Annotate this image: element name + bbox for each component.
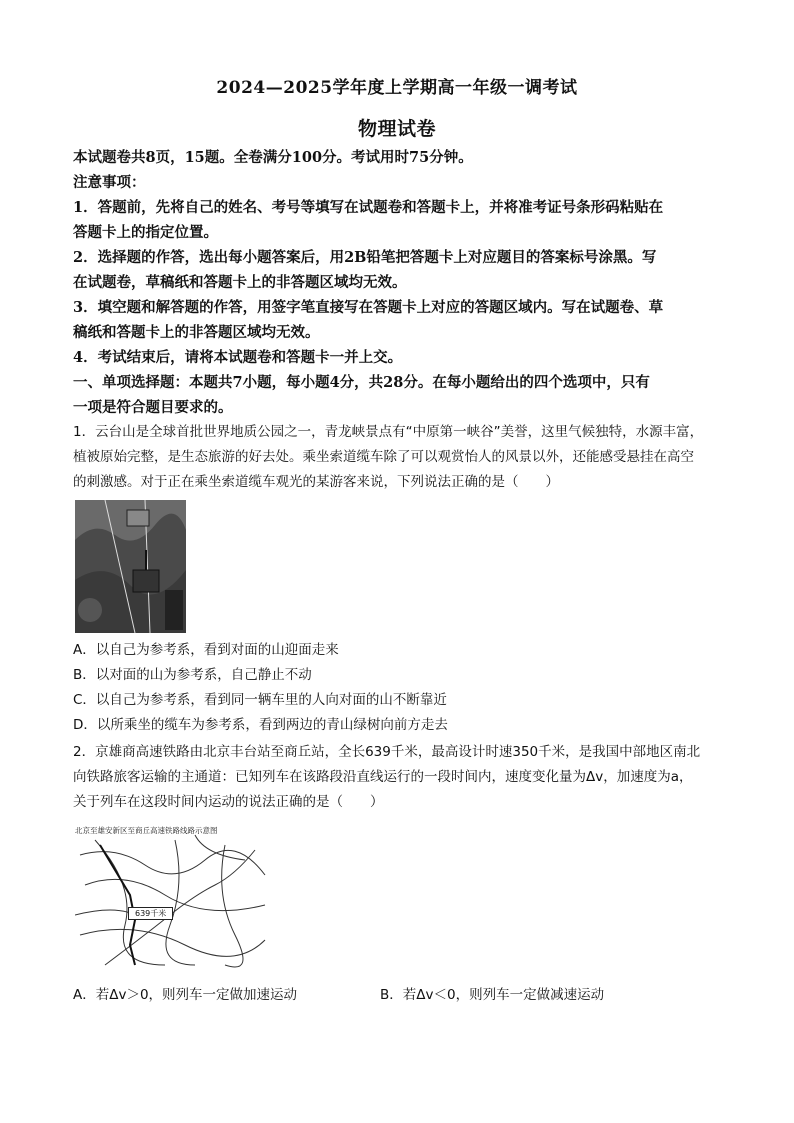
notice-line: 1．答题前，先将自己的姓名、考号等填写在试题卷和答题卡上，并将准考证号条形码粘贴在 [73, 199, 664, 216]
notice-line: 稿纸和答题卡上的非答题区域均无效。 [73, 324, 320, 341]
question-1-option-b: B．以对面的山为参考系，自己静止不动 [73, 667, 312, 683]
question-2-option-b: B．若Δv＜0，则列车一定做减速运动 [380, 987, 605, 1003]
question-2-stem: 向铁路旅客运输的主通道：已知列车在该路段沿直线运行的一段时间内，速度变化量为Δv，加速度为a， [73, 769, 693, 785]
exam-summary: 本试题卷共8页，15题。全卷满分100分。考试用时75分钟。 [73, 149, 473, 166]
question-1-option-a: A．以自己为参考系，看到对面的山迎面走来 [73, 642, 339, 658]
notice-line: 4．考试结束后，请将本试题卷和答题卡一并上交。 [73, 349, 403, 366]
question-2-stem: 2．京雄商高速铁路由北京丰台站至商丘站，全长639千米，最高设计时速350千米，是我国中部地区南北 [73, 744, 701, 760]
section-heading-cont: 一项是符合题目要求的。 [73, 399, 233, 416]
question-1-stem: 植被原始完整，是生态旅游的好去处。乘坐索道缆车除了可以观赏怡人的风景以外，还能感受悬挂在高空 [73, 449, 694, 465]
exam-title: 2024—2025学年度上学期高一年级一调考试 [216, 78, 578, 98]
notice-line: 3．填空题和解答题的作答，用签字笔直接写在答题卡上对应的答题区域内。写在试题卷、草 [73, 299, 664, 316]
notice-line: 在试题卷，草稿纸和答题卡上的非答题区域均无效。 [73, 274, 407, 291]
question-1-stem: 1．云台山是全球首批世界地质公园之一，青龙峡景点有“中原第一峡谷”美誉，这里气候独特，水源丰富， [73, 424, 704, 440]
notice-line: 2．选择题的作答，选出每小题答案后，用2B铅笔把答题卡上对应题目的答案标号涂黑。写 [73, 249, 657, 266]
question-2-stem: 关于列车在这段时间内运动的说法正确的是（ ） [73, 794, 384, 810]
exam-subject: 物理试卷 [357, 118, 436, 140]
notice-line: 答题卡上的指定位置。 [73, 224, 218, 241]
map-distance-label: 639千米 [128, 907, 173, 920]
railway-map [75, 825, 270, 970]
map-caption: 北京至雄安新区至商丘高速铁路线路示意图 [75, 826, 218, 835]
section-heading: 一、单项选择题：本题共7小题，每小题4分，共28分。在每小题给出的四个选项中，只有 [73, 374, 650, 391]
question-1-stem: 的刺激感。对于正在乘坐索道缆车观光的某游客来说，下列说法正确的是（ ） [73, 474, 559, 490]
notice-heading: 注意事项： [73, 174, 146, 191]
question-1-option-d: D．以所乘坐的缆车为参考系，看到两边的青山绿树向前方走去 [73, 717, 448, 733]
question-2-option-a: A．若Δv＞0，则列车一定做加速运动 [73, 987, 298, 1003]
question-1-option-c: C．以自己为参考系，看到同一辆车里的人向对面的山不断靠近 [73, 692, 447, 708]
cable-car-photo [75, 500, 186, 633]
